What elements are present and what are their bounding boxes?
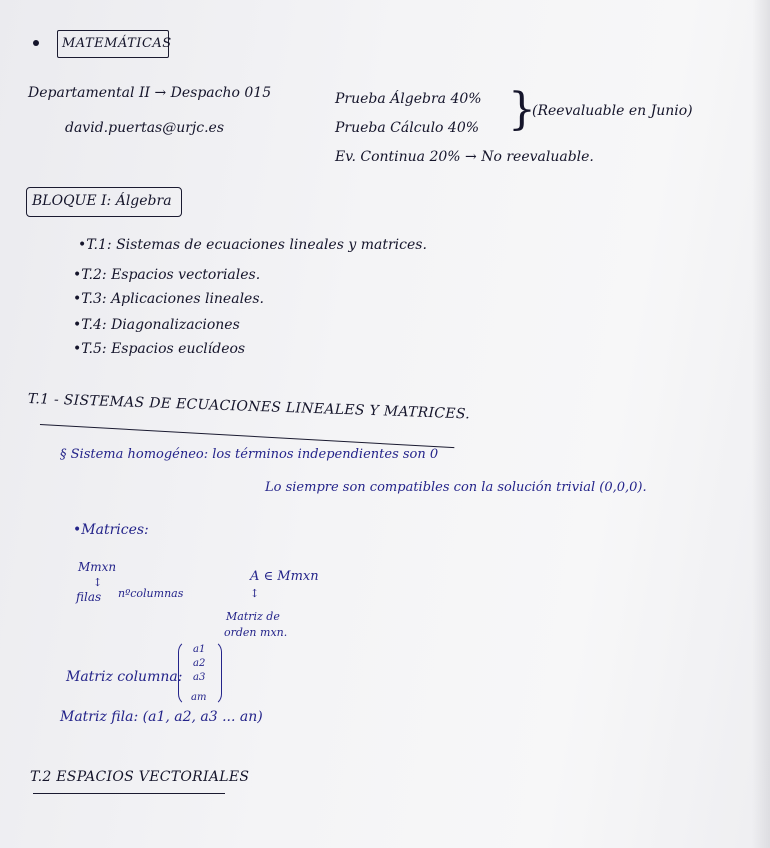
column-entry: a2 — [193, 658, 206, 669]
title-bullet — [33, 40, 39, 46]
matriz-fila: Matriz fila: (a1, a2, a3 ... an) — [60, 709, 263, 725]
topic-t1: •T.1: Sistemas de ecuaciones lineales y matrices. — [78, 237, 427, 253]
t2-underline — [33, 793, 225, 794]
topic-t5: •T.5: Espacios euclídeos — [73, 341, 246, 357]
grading-algebra: Prueba Álgebra 40% — [335, 91, 482, 107]
email-line: david.puertas@urjc.es — [65, 120, 225, 136]
matrices-label: •Matrices: — [73, 522, 149, 538]
matriz-de-label: Matriz de — [226, 610, 280, 623]
grading-brace: } — [508, 84, 536, 135]
topic-t3: •T.3: Aplicaciones lineales. — [73, 291, 264, 307]
reevaluable-note: (Reevaluable en Junio) — [532, 103, 693, 119]
t1-underline — [40, 424, 454, 448]
topic-t2: •T.2: Espacios vectoriales. — [73, 267, 261, 283]
arrow-down-icon: ↕ — [250, 587, 260, 600]
homogeneo-note: § Sistema homogéneo: los términos independientes son 0 — [60, 447, 439, 462]
matriz-columna-label: Matriz columna: — [66, 669, 183, 685]
t1-heading: T.1 - SISTEMAS DE ECUACIONES LINEALES Y MATRICES. — [27, 391, 471, 423]
homogeneo-note-2: Lo siempre son compatibles con la solución trivial (0,0,0). — [265, 480, 647, 495]
a-in-mxn: A ∈ Mmxn — [250, 569, 319, 584]
bloque-title: BLOQUE I: Álgebra — [32, 193, 172, 209]
topic-t4: •T.4: Diagonalizaciones — [73, 317, 240, 333]
filas-label: filas — [76, 590, 102, 604]
column-entry: a3 — [193, 672, 206, 683]
mxn-symbol: Mmxn — [78, 560, 117, 574]
page-edge-shadow — [752, 0, 770, 848]
office-line: Departamental II → Despacho 015 — [28, 85, 272, 101]
arrow-down-icon: ↕ — [93, 576, 103, 589]
grading-continua: Ev. Continua 20% → No reevaluable. — [335, 149, 594, 165]
column-entry: a1 — [193, 644, 206, 655]
column-entry: am — [191, 692, 207, 703]
grading-calculo: Prueba Cálculo 40% — [335, 120, 480, 136]
t2-heading: T.2 ESPACIOS VECTORIALES — [30, 769, 250, 785]
subject-title: MATEMÁTICAS — [62, 36, 172, 51]
orden-label: orden mxn. — [224, 626, 288, 639]
columnas-label: nºcolumnas — [118, 587, 184, 600]
